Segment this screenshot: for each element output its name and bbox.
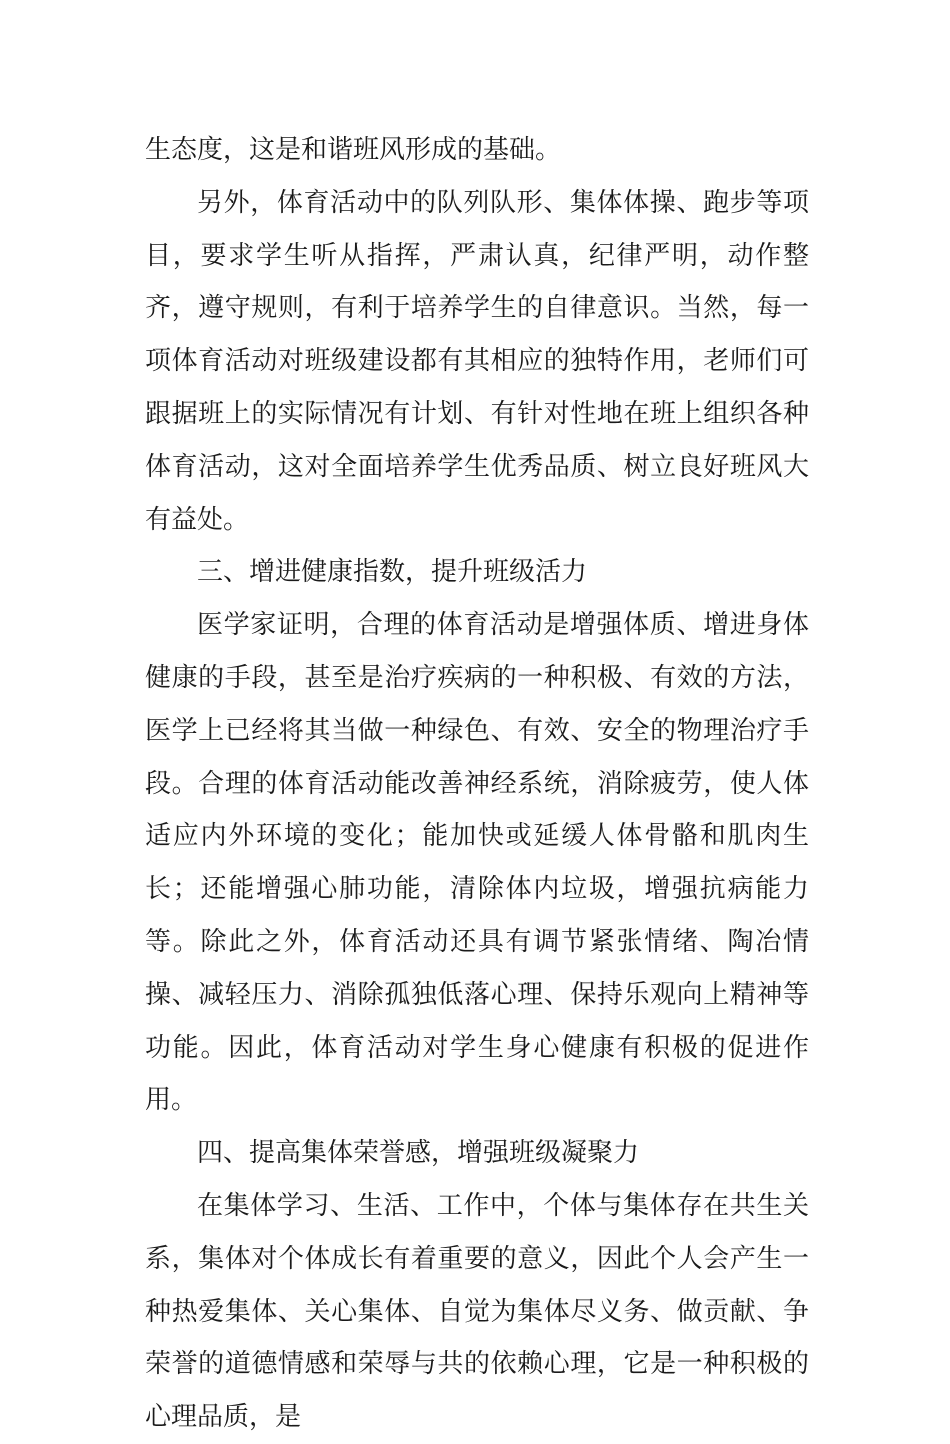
paragraph-honor: 在集体学习、生活、工作中，个体与集体存在共生关系，集体对个体成长有着重要的意义，因此个人会产生一种热爱集体、关心集体、自觉为集体尽义务、做贡献、争荣誉的道德情感和荣辱与共的依赖心理，它是一种积极的心理品质，是 xyxy=(145,1190,809,1433)
section-heading-honor: 四、提高集体荣誉感，增强班级凝聚力 xyxy=(197,1138,640,1169)
paragraph-health: 医学家证明，合理的体育活动是增强体质、增进身体健康的手段，甚至是治疗疾病的一种积极、有效的方法，医学上已经将其当做一种绿色、有效、安全的物理治疗手段。合理的体育活动能改善神经系统，消除疲劳，使人体适应内外环境的变化；能加快或延缓人体骨骼和肌肉生长；还能增强心肺功能，清除体内垃圾，增强抗病能力等。除此之外，体育活动还具有调节紧张情绪、陶冶情操、减轻压力、消除孤独低落心理、保持乐观向上精神等功能。因此，体育活动对学生身心健康有积极的促进作用。 xyxy=(145,610,809,1116)
document-page xyxy=(145,124,809,1444)
section-heading-health: 三、增进健康指数，提升班级活力 xyxy=(197,557,588,588)
paragraph-discipline: 另外，体育活动中的队列队形、集体体操、跑步等项目，要求学生听从指挥，严肃认真，纪律严明，动作整齐，遵守规则，有利于培养学生的自律意识。当然，每一项体育活动对班级建设都有其相应的独特作用，老师们可跟据班上的实际情况有计划、有针对性地在班上组织各种体育活动，这对全面培养学生优秀品质、树立良好班风大有益处。 xyxy=(145,187,809,535)
paragraph-continued: 生态度，这是和谐班风形成的基础。 xyxy=(145,135,562,165)
